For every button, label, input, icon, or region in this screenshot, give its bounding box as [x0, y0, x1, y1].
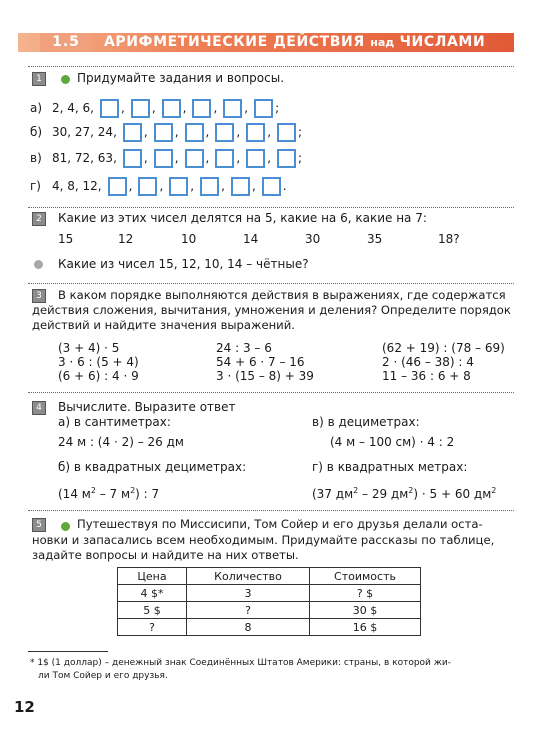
task2-number: 35: [367, 232, 383, 246]
task4-b-label: б) в квадратных дециметрах:: [58, 460, 247, 474]
task1-row-g: г) 4, 8, 12, , , , , , .: [30, 176, 287, 196]
answer-box[interactable]: [185, 123, 204, 142]
task2-number: 12: [118, 232, 134, 246]
table-row: [118, 602, 421, 619]
task4-v-expr: (4 м – 100 см) · 4 : 2: [330, 435, 455, 449]
answer-box[interactable]: [277, 123, 296, 142]
expression: 11 – 36 : 6 + 8: [382, 369, 471, 383]
table-row: [118, 585, 421, 602]
task4-g-label: г) в квадратных метрах:: [312, 460, 468, 474]
price-table: [117, 567, 421, 636]
title-part2: ЧИСЛАМИ: [399, 34, 486, 50]
answer-box[interactable]: [185, 149, 204, 168]
divider: [28, 510, 514, 511]
answer-box[interactable]: [277, 149, 296, 168]
task2-subtext: Какие из чисел 15, 12, 10, 14 – чётные?: [58, 257, 309, 271]
green-bullet-icon: [61, 522, 70, 531]
answer-box[interactable]: [231, 177, 250, 196]
table-cell: ? $: [310, 585, 421, 602]
answer-box[interactable]: [215, 123, 234, 142]
answer-box[interactable]: [246, 149, 265, 168]
row-values: 81, 72, 63,: [52, 151, 117, 165]
table-cell: 4 $*: [118, 585, 187, 602]
task2-number: 10: [181, 232, 197, 246]
row-end: ;: [298, 125, 303, 139]
table-cell: 8: [187, 619, 310, 636]
task4-g-expr: (37 $дм^2 - 29$ $дм^2) \cdot 5 + 60$ $дм^2$: [312, 486, 497, 501]
task-number-3: 3: [32, 289, 46, 303]
row-values: 4, 8, 12,: [52, 179, 102, 193]
section-number: 1.5: [40, 33, 92, 52]
table-cell: 30 $: [310, 602, 421, 619]
answer-box[interactable]: [254, 99, 273, 118]
task4-b-expr: (14 $м^2 - 7$ $м^2$) : 7: [58, 486, 160, 501]
answer-box[interactable]: [200, 177, 219, 196]
row-label: в): [30, 151, 42, 165]
answer-box[interactable]: [100, 99, 119, 118]
divider: [28, 66, 514, 67]
table-header-row: [118, 568, 421, 585]
answer-box[interactable]: [131, 99, 150, 118]
table-cell: ?: [187, 602, 310, 619]
expression: 24 : 3 – 6: [216, 341, 272, 355]
answer-box[interactable]: [123, 149, 142, 168]
section-title: [104, 33, 485, 52]
table-cell: 5 $: [118, 602, 187, 619]
expression: 3 · (15 – 8) + 39: [216, 369, 314, 383]
task4-a-expr: 24 м : (4 · 2) – 26 дм: [58, 435, 184, 449]
row-values: 30, 27, 24,: [52, 125, 117, 139]
task4-a-label: а) в сантиметрах:: [58, 415, 171, 429]
expression: (6 + 6) : 4 · 9: [58, 369, 139, 383]
task1-row-v: в) 81, 72, 63, , , , , , ;: [30, 148, 302, 168]
task3-text: действий и найдите значения выражений.: [32, 318, 295, 332]
task1-row-b: б) 30, 27, 24, , , , , , ;: [30, 122, 302, 142]
task-number-5: 5: [32, 518, 46, 532]
table-cell: 3: [187, 585, 310, 602]
answer-box[interactable]: [215, 149, 234, 168]
row-end: ;: [275, 101, 280, 115]
task-number-4: 4: [32, 401, 46, 415]
row-label: г): [30, 179, 41, 193]
answer-box[interactable]: [246, 123, 265, 142]
answer-box[interactable]: [223, 99, 242, 118]
task1-text: Придумайте задания и вопросы.: [77, 71, 285, 85]
expression: (3 + 4) · 5: [58, 341, 120, 355]
task4-v-label: в) в дециметрах:: [312, 415, 420, 429]
title-small: над: [370, 36, 395, 49]
footnote-line: * 1$ (1 доллар) – денежный знак Соединённых Штатов Америки: страны, в которой жи-: [30, 658, 451, 668]
task2-number: 30: [305, 232, 321, 246]
answer-box[interactable]: [262, 177, 281, 196]
expression: 2 · (46 – 38) : 4: [382, 355, 474, 369]
task5-text: Путешествуя по Миссисипи, Том Сойер и его друзья делали оста-: [77, 517, 483, 531]
task-number-2: 2: [32, 212, 46, 226]
task-number-1: 1: [32, 72, 46, 86]
expression: (62 + 19) : (78 – 69): [382, 341, 505, 355]
divider: [28, 207, 514, 208]
answer-box[interactable]: [138, 177, 157, 196]
table-header: Стоимость: [310, 568, 421, 585]
task2-number: 18?: [438, 232, 460, 246]
task3-text: действия сложения, вычитания, умножения и деления? Определите порядок: [32, 303, 511, 317]
answer-box[interactable]: [162, 99, 181, 118]
answer-box[interactable]: [154, 123, 173, 142]
row-end: .: [282, 179, 287, 193]
task5-text: задайте вопросы и найдите на них ответы.: [32, 548, 299, 562]
title-part1: АРИФМЕТИЧЕСКИЕ ДЕЙСТВИЯ: [104, 34, 365, 50]
task1-row-a: а) 2, 4, 6, , , , , , ;: [30, 98, 279, 118]
footnote-line: ли Том Сойер и его друзья.: [38, 671, 168, 681]
answer-box[interactable]: [192, 99, 211, 118]
table-header: Количество: [187, 568, 310, 585]
row-values: 2, 4, 6,: [52, 101, 94, 115]
table-header: Цена: [118, 568, 187, 585]
answer-box[interactable]: [123, 123, 142, 142]
expression: 3 · 6 : (5 + 4): [58, 355, 139, 369]
table-cell: ?: [118, 619, 187, 636]
answer-box[interactable]: [169, 177, 188, 196]
task4-text: Вычислите. Выразите ответ: [58, 400, 236, 414]
grey-bullet-icon: [34, 260, 43, 269]
task2-number: 15: [58, 232, 74, 246]
green-bullet-icon: [61, 75, 70, 84]
answer-box[interactable]: [108, 177, 127, 196]
divider: [28, 283, 514, 284]
task2-number: 14: [243, 232, 259, 246]
row-label: б): [30, 125, 43, 139]
footnote-rule: [28, 651, 108, 652]
answer-box[interactable]: [154, 149, 173, 168]
page-number: 12: [14, 698, 35, 716]
expression: 54 + 6 · 7 – 16: [216, 355, 305, 369]
divider: [28, 392, 514, 393]
row-end: ;: [298, 151, 303, 165]
table-row: [118, 619, 421, 636]
table-cell: 16 $: [310, 619, 421, 636]
task5-text: новки и запасались всем необходимым. Придумайте рассказы по таблице,: [32, 533, 495, 547]
row-label: а): [30, 101, 43, 115]
task3-text: В каком порядке выполняются действия в выражениях, где содержатся: [58, 288, 506, 302]
task2-text: Какие из этих чисел делятся на 5, какие на 6, какие на 7:: [58, 211, 427, 225]
